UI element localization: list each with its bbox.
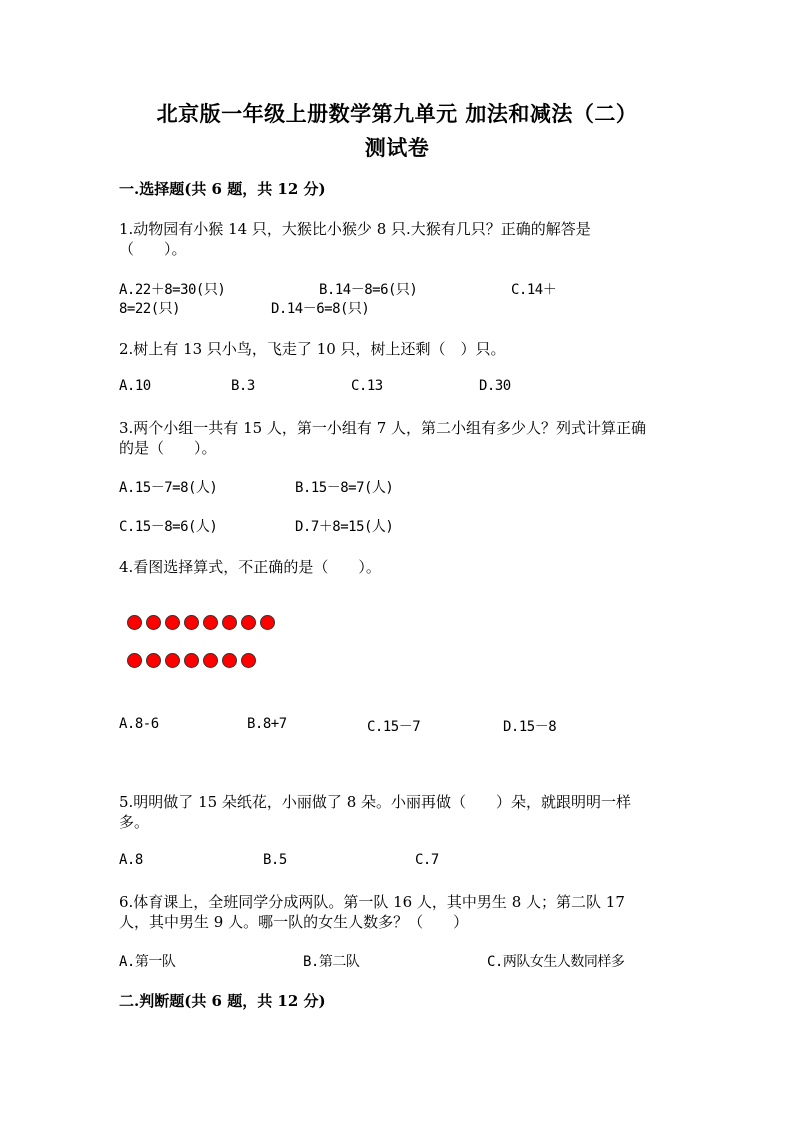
red-dot <box>203 615 218 630</box>
q1-option-c-part1: C.14＋ <box>511 282 557 298</box>
q3-stem-line1: 3.两个小组一共有 15 人，第一小组有 7 人，第二小组有多少人？列式计算正确 <box>119 419 647 437</box>
red-dot <box>165 653 180 668</box>
q1-option-b: B.14－8=6(只) <box>319 282 418 298</box>
red-dot <box>127 615 142 630</box>
red-dot <box>241 615 256 630</box>
q3-option-b: B.15－8=7(人) <box>295 480 394 496</box>
q4-option-b: B.8+7 <box>247 716 287 732</box>
q4-option-a: A.8-6 <box>119 716 159 732</box>
q5-option-a: A.8 <box>119 852 143 868</box>
q3-option-d: D.7＋8=15(人) <box>295 519 394 535</box>
q6-stem-line2: 人，其中男生 9 人。哪一队的女生人数多？（ ） <box>119 913 469 931</box>
q3-stem-line2: 的是（ ）。 <box>119 439 217 457</box>
q1-stem-line1: 1.动物园有小猴 14 只，大猴比小猴少 8 只.大猴有几只？正确的解答是 <box>119 220 591 238</box>
doc-title-line2: 测试卷 <box>364 135 430 160</box>
q5-option-b: B.5 <box>263 852 287 868</box>
q1-option-d: D.14－6=8(只) <box>271 301 370 317</box>
q3-option-c: C.15－8=6(人) <box>119 519 218 535</box>
section-heading-judgment: 二.判断题(共 6 题，共 12 分) <box>119 992 326 1010</box>
red-dot <box>184 653 199 668</box>
q5-stem-line1: 5.明明做了 15 朵纸花，小丽做了 8 朵。小丽再做（ ）朵，就跟明明一样 <box>119 793 632 811</box>
q2-option-d: D.30 <box>479 378 511 394</box>
q4-dot-row-2 <box>127 653 256 669</box>
red-dot <box>165 615 180 630</box>
q6-option-b: B.第二队 <box>303 954 360 970</box>
doc-title-line1: 北京版一年级上册数学第九单元 加法和减法（二） <box>156 101 638 126</box>
red-dot <box>146 653 161 668</box>
q2-option-a: A.10 <box>119 378 151 394</box>
q6-option-a: A.第一队 <box>119 954 176 970</box>
red-dot <box>146 615 161 630</box>
q5-option-c: C.7 <box>415 852 439 868</box>
q4-stem: 4.看图选择算式，不正确的是（ ）。 <box>119 558 381 576</box>
q6-option-c: C.两队女生人数同样多 <box>487 954 625 970</box>
q1-option-c-part2: 8=22(只) <box>119 301 181 317</box>
red-dot <box>127 653 142 668</box>
q2-option-b: B.3 <box>231 378 255 394</box>
q6-stem-line1: 6.体育课上，全班同学分成两队。第一队 16 人，其中男生 8 人；第二队 17 <box>119 893 625 911</box>
red-dot <box>203 653 218 668</box>
q1-stem-line2: （ ）。 <box>119 240 187 258</box>
q2-option-c: C.13 <box>351 378 383 394</box>
red-dot <box>184 615 199 630</box>
q5-stem-line2: 多。 <box>119 813 150 831</box>
q2-stem: 2.树上有 13 只小鸟，飞走了 10 只，树上还剩（ ）只。 <box>119 340 506 358</box>
red-dot <box>260 615 275 630</box>
red-dot <box>222 653 237 668</box>
q3-option-a: A.15－7=8(人) <box>119 480 218 496</box>
q4-option-d: D.15－8 <box>503 719 557 735</box>
red-dot <box>222 615 237 630</box>
q4-dot-row-1 <box>127 615 275 631</box>
q1-option-a: A.22＋8=30(只) <box>119 282 226 298</box>
red-dot <box>241 653 256 668</box>
q4-option-c: C.15－7 <box>367 719 421 735</box>
section-heading-choice: 一.选择题(共 6 题，共 12 分) <box>119 180 326 198</box>
